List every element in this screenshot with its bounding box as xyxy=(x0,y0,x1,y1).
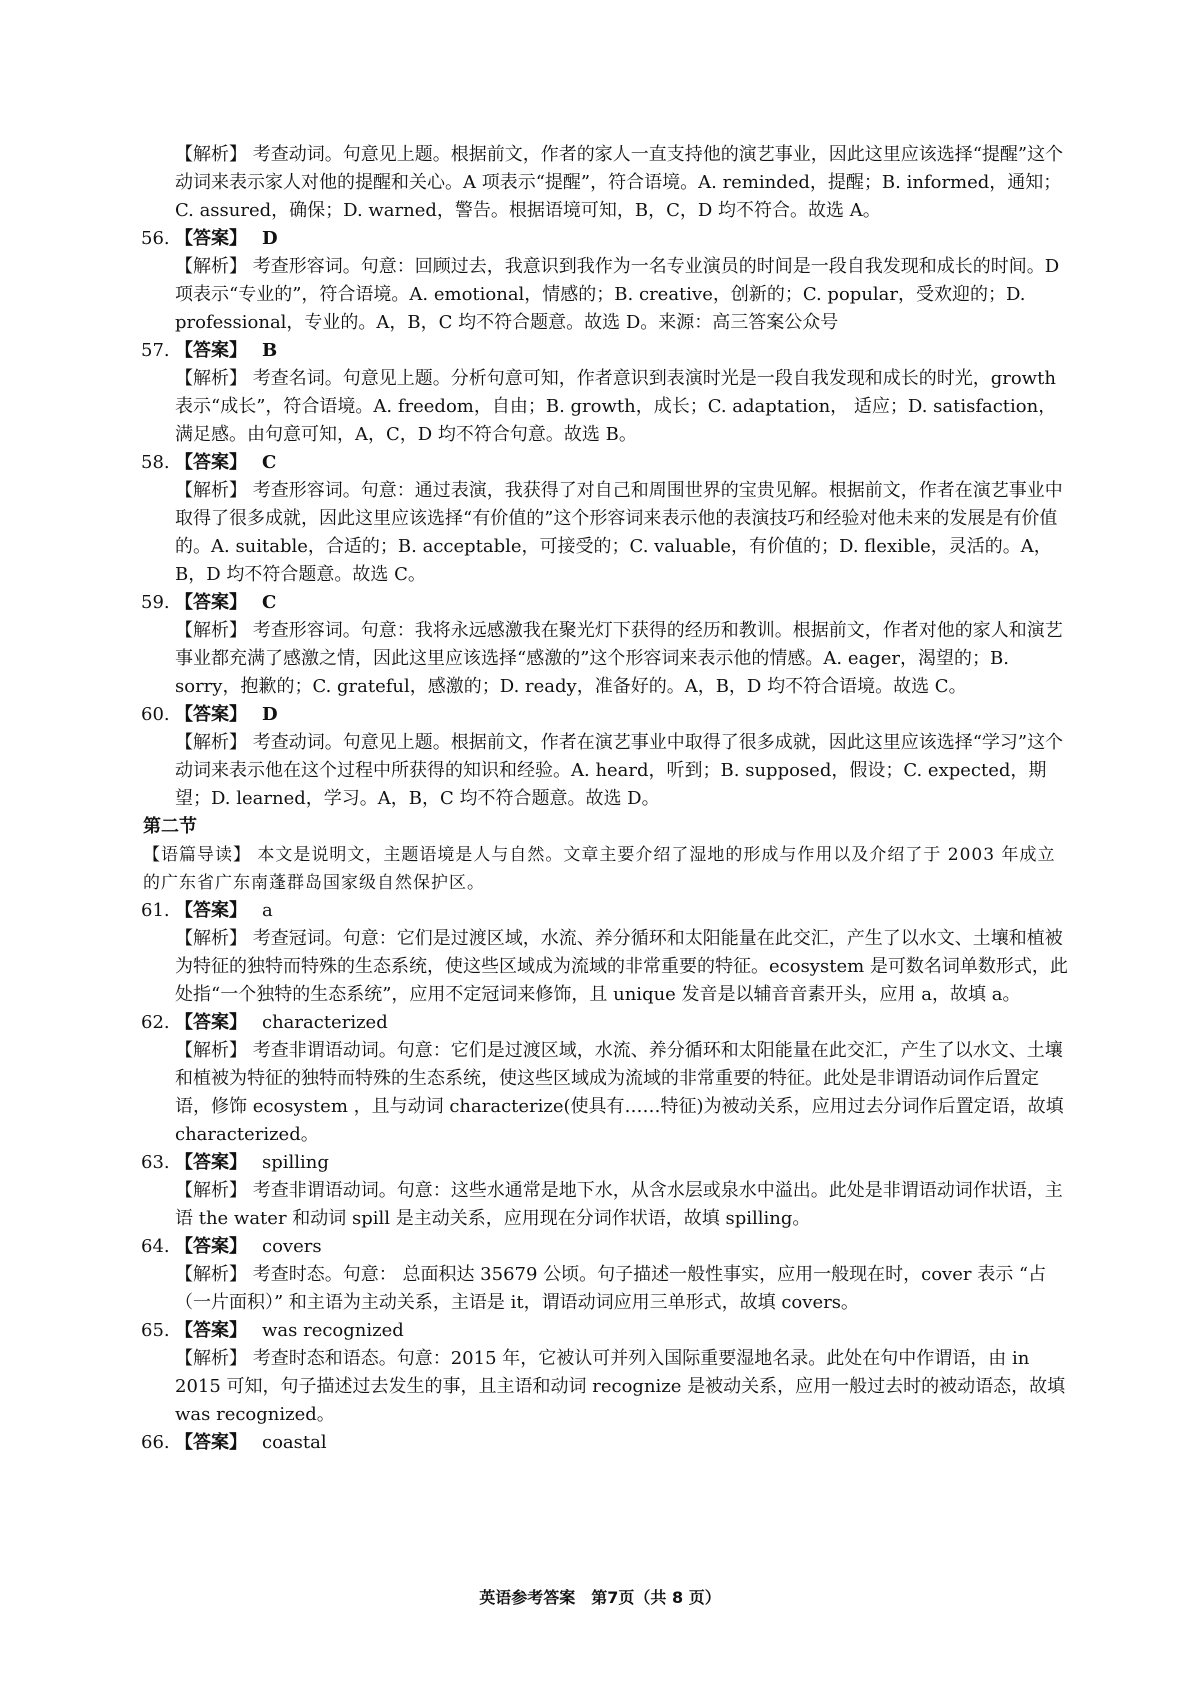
answer-value: D xyxy=(262,228,278,249)
answer-tag: 【答案】 xyxy=(175,340,247,361)
answer-tag: 【答案】 xyxy=(175,704,247,725)
explanation: 【解析】 考查非谓语动词。句意：这些水通常是地下水，从含水层或泉水中溢出。此处是非谓语动词作状语，主语 the water 和动词 spill 是主动关系，应用现在分词作状语，故填 spilling。 xyxy=(175,1180,1063,1229)
question-number: 59. xyxy=(141,592,170,613)
section-title: 第二节 xyxy=(143,816,197,837)
answer-value: B xyxy=(262,340,278,361)
answer-key-page xyxy=(143,141,1070,1457)
answer-tag: 【答案】 xyxy=(175,900,247,921)
answer-row xyxy=(143,1429,1070,1457)
answer-tag: 【答案】 xyxy=(175,228,247,249)
explanation: 【解析】 考查冠词。句意：它们是过渡区域，水流、养分循环和太阳能量在此交汇，产生了以水文、土壤和植被为特征的独特而特殊的生态系统，使这些区域成为流域的非常重要的特征。ecosystem 是可数名词单数形式，此处指“一个独特的生态系统”，应用不定冠词来修饰，且 unique 发音是以辅音音素开头，应用 a，故填 a。 xyxy=(175,928,1068,1005)
answer-row xyxy=(143,589,1070,617)
answer-row xyxy=(143,701,1070,729)
explanation: 【解析】 考查非谓语动词。句意：它们是过渡区域，水流、养分循环和太阳能量在此交汇，产生了以水文、土壤和植被为特征的独特而特殊的生态系统，使这些区域成为流域的非常重要的特征。此处是非谓语动词作后置定语，修饰 ecosystem ，且与动词 characterize(使具有……特征)为被动关系，应用过去分词作后置定语，故填 characterized。 xyxy=(175,1040,1064,1145)
explanation: 【解析】 考查形容词。句意：回顾过去，我意识到我作为一名专业演员的时间是一段自我发现和成长的时间。D 项表示“专业的”，符合语境。A. emotional，情感的；B. creative，创新的；C. popular，受欢迎的；D. professional，专业的。A，B，C 均不符合题意。故选 D。来源：高三答案公众号 xyxy=(175,256,1060,333)
explanation: 【解析】 考查时态。句意： 总面积达 35679 公顷。句子描述一般性事实，应用一般现在时，cover 表示 “占（一片面积）” 和主语为主动关系，主语是 it，谓语动词应用三单形式，故填 covers。 xyxy=(175,1264,1047,1313)
question-number: 57. xyxy=(141,340,170,361)
question-number: 63. xyxy=(141,1152,170,1173)
question-number: 65. xyxy=(141,1320,170,1341)
answer-tag: 【答案】 xyxy=(175,1236,247,1257)
answer-row xyxy=(143,1317,1070,1345)
explanation: 【解析】 考查动词。句意见上题。根据前文，作者在演艺事业中取得了很多成就，因此这里应该选择“学习”这个动词来表示他在这个过程中所获得的知识和经验。A. heard，听到；B. supposed，假设；C. expected，期望；D. learned，学习。A，B，C 均不符合题意。故选 D。 xyxy=(175,732,1064,809)
answer-tag: 【答案】 xyxy=(175,592,247,613)
explanation-55: 【解析】 考查动词。句意见上题。根据前文，作者的家人一直支持他的演艺事业，因此这里应该选择“提醒”这个动词来表示家人对他的提醒和关心。A 项表示“提醒”，符合语境。A. reminded，提醒；B. informed，通知；C. assured，确保；D. warned，警告。根据语境可知，B，C，D 均不符合。故选 A。 xyxy=(175,144,1064,221)
answer-value: spilling xyxy=(262,1152,329,1173)
answer-row xyxy=(143,897,1070,925)
question-number: 56. xyxy=(141,228,170,249)
answer-value: C xyxy=(262,452,277,473)
explanation: 【解析】 考查时态和语态。句意：2015 年，它被认可并列入国际重要湿地名录。此处在句中作谓语，由 in 2015 可知，句子描述过去发生的事，且主语和动词 recognize 是被动关系，应用一般过去时的被动语态，故填 was recognized。 xyxy=(175,1348,1066,1425)
answer-value: a xyxy=(262,900,273,921)
answer-row xyxy=(143,1149,1070,1177)
question-number: 60. xyxy=(141,704,170,725)
explanation: 【解析】 考查形容词。句意：我将永远感激我在聚光灯下获得的经历和教训。根据前文，作者对他的家人和演艺事业都充满了感激之情，因此这里应该选择“感激的”这个形容词来表示他的情感。A. eager，渴望的；B. sorry，抱歉的；C. grateful，感激的；D. ready，准备好的。A，B，D 均不符合语境。故选 C。 xyxy=(175,620,1063,697)
question-number: 61. xyxy=(141,900,170,921)
explanation: 【解析】 考查名词。句意见上题。分析句意可知，作者意识到表演时光是一段自我发现和成长的时光，growth 表示“成长”，符合语境。A. freedom，自由；B. growth，成长；C. adaptation， 适应；D. satisfaction，满足感。由句意可知，A，C，D 均不符合句意。故选 B。 xyxy=(175,368,1057,445)
passage-guide: 【语篇导读】 本文是说明文，主题语境是人与自然。文章主要介绍了湿地的形成与作用以及介绍了于 2003 年成立的广东省广东南蓬群岛国家级自然保护区。 xyxy=(143,845,1056,893)
answer-tag: 【答案】 xyxy=(175,452,247,473)
answer-value: coastal xyxy=(262,1432,327,1453)
answer-tag: 【答案】 xyxy=(175,1432,247,1453)
answer-value: characterized xyxy=(262,1012,388,1033)
answer-value: D xyxy=(262,704,278,725)
answer-list-part2 xyxy=(143,897,1070,1457)
answer-tag: 【答案】 xyxy=(175,1320,247,1341)
question-number: 64. xyxy=(141,1236,170,1257)
question-number: 58. xyxy=(141,452,170,473)
answer-value: C xyxy=(262,592,277,613)
answer-tag: 【答案】 xyxy=(175,1012,247,1033)
answer-row xyxy=(143,449,1070,477)
answer-row xyxy=(143,1009,1070,1037)
answer-row xyxy=(143,1233,1070,1261)
explanation: 【解析】 考查形容词。句意：通过表演，我获得了对自己和周围世界的宝贵见解。根据前文，作者在演艺事业中取得了很多成就，因此这里应该选择“有价值的”这个形容词来表示他的表演技巧和经验对他未来的发展是有价值的。A. suitable，合适的；B. acceptable，可接受的；C. valuable，有价值的；D. flexible，灵活的。A，B，D 均不符合题意。故选 C。 xyxy=(175,480,1063,585)
page-footer: 英语参考答案 第7页（共 8 页） xyxy=(479,1588,721,1607)
answer-value: was recognized xyxy=(262,1320,404,1341)
answer-tag: 【答案】 xyxy=(175,1152,247,1173)
answer-value: covers xyxy=(262,1236,322,1257)
answer-row xyxy=(143,225,1070,253)
answer-list-part1 xyxy=(143,225,1070,813)
answer-row xyxy=(143,337,1070,365)
question-number: 66. xyxy=(141,1432,170,1453)
question-number: 62. xyxy=(141,1012,170,1033)
